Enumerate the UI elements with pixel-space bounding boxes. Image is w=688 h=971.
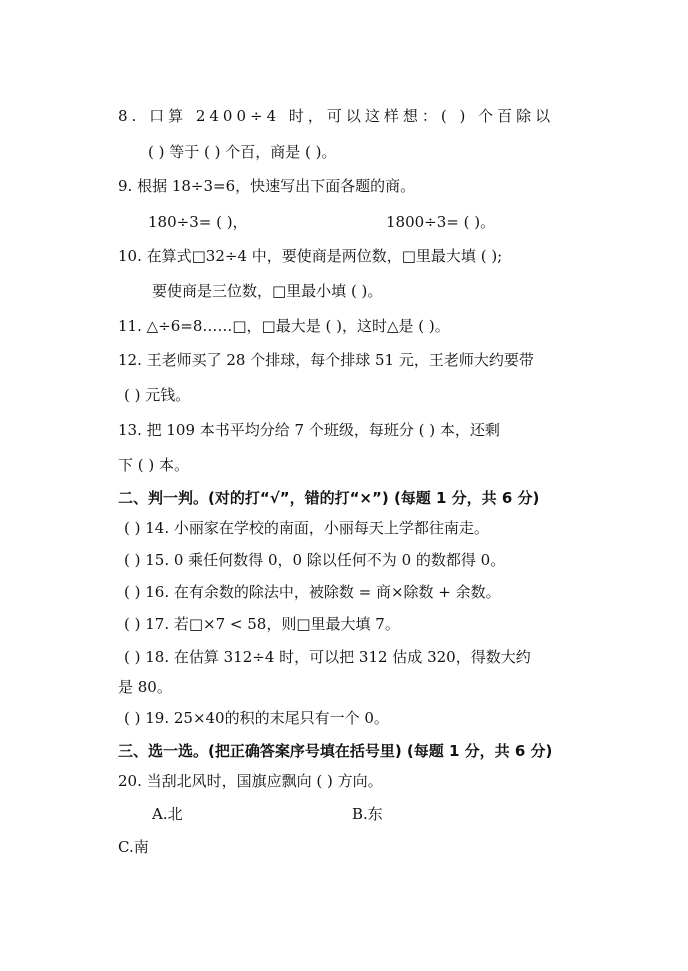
section3-heading: 三、选一选。(把正确答案序号填在括号里) (每题 1 分，共 6 分) [118, 742, 553, 760]
q16: ( ) 16. 在有余数的除法中，被除数 = 商×除数 + 余数。 [124, 583, 501, 601]
q10-line1: 10. 在算式□32÷4 中，要使商是两位数，□里最大填 ( ); [118, 247, 503, 265]
q13-line2: 下 ( ) 本。 [118, 456, 190, 474]
section2-heading: 二、判一判。(对的打“√”，错的打“×”) (每题 1 分，共 6 分) [118, 489, 540, 507]
q19: ( ) 19. 25×40的积的末尾只有一个 0。 [124, 709, 389, 727]
q20-option-a: A.北 [152, 805, 183, 823]
q20-option-b: B.东 [352, 805, 383, 823]
q9-line1: 9. 根据 18÷3=6，快速写出下面各题的商。 [118, 177, 416, 195]
q9-a: 180÷3= ( )， [148, 213, 248, 231]
q11-line1: 11. △÷6=8……□，□最大是 ( )，这时△是 ( )。 [118, 317, 450, 335]
q8-line1: 8. 口算 2400÷4 时，可以这样想：( ) 个百除以 [118, 107, 555, 125]
q20-option-c: C.南 [118, 838, 149, 856]
q9-b: 1800÷3= ( )。 [386, 213, 496, 231]
q20: 20. 当刮北风时，国旗应飘向 ( ) 方向。 [118, 772, 383, 790]
q18-line2: 是 80。 [118, 678, 172, 696]
q17: ( ) 17. 若□×7 < 58，则□里最大填 7。 [124, 615, 400, 633]
q10-line2: 要使商是三位数，□里最小填 ( )。 [152, 282, 383, 300]
q15: ( ) 15. 0 乘任何数得 0，0 除以任何不为 0 的数都得 0。 [124, 551, 506, 569]
q8-line2: ( ) 等于 ( ) 个百，商是 ( )。 [148, 143, 337, 161]
q12-line2: ( ) 元钱。 [124, 386, 191, 404]
q14: ( ) 14. 小丽家在学校的南面，小丽每天上学都往南走。 [124, 519, 489, 537]
q13-line1: 13. 把 109 本书平均分给 7 个班级，每班分 ( ) 本，还剩 [118, 421, 500, 439]
q12-line1: 12. 王老师买了 28 个排球，每个排球 51 元，王老师大约要带 [118, 351, 534, 369]
q18-line1: ( ) 18. 在估算 312÷4 时，可以把 312 估成 320，得数大约 [124, 648, 531, 666]
